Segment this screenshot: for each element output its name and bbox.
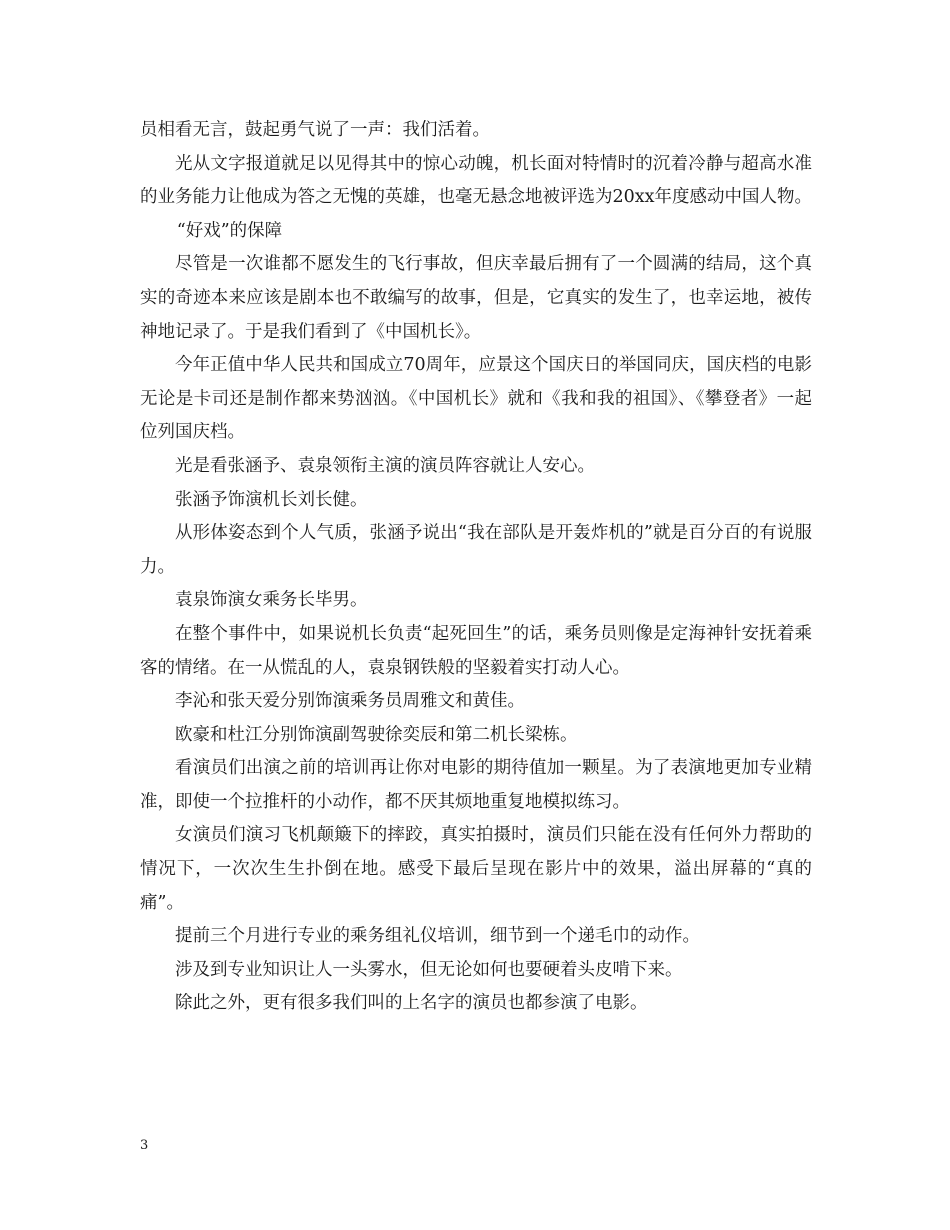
paragraph: 提前三个月进行专业的乘务组礼仪培训，细节到一个递毛巾的动作。: [175, 926, 700, 947]
paragraph: 涉及到专业知识让人一头雾水，但无论如何也要硬着头皮啃下来。: [175, 959, 683, 980]
paragraph: 光是看张涵予、袁泉领衔主演的演员阵容就让人安心。: [175, 455, 595, 476]
paragraph: 欧豪和杜江分别饰演副驾驶徐奕辰和第二机长梁栋。: [175, 724, 578, 745]
paragraph: 从形体姿态到个人气质，张涵予说出“我在部队是开轰炸机的”就是百分百的有说服力。: [140, 523, 812, 577]
paragraph: 看演员们出演之前的培训再让你对电影的期待值加一颗星。为了表演地更加专业精准，即使一个拉推杆的小动作，都不厌其烦地重复地模拟练习。: [140, 758, 812, 812]
paragraph: 在整个事件中，如果说机长负责“起死回生”的话，乘务员则像是定海神针安抚着乘客的情绪。在一从慌乱的人，袁泉钢铁般的坚毅着实打动人心。: [140, 623, 812, 678]
paragraph: 女演员们演习飞机颠簸下的摔跤，真实拍摄时，演员们只能在没有任何外力帮助的情况下，一次次生生扑倒在地。感受下最后呈现在影片中的效果，溢出屏幕的“真的痛”。: [140, 825, 812, 913]
document-body: [140, 114, 812, 1021]
paragraph-continuation: 员相看无言，鼓起勇气说了一声：我们活着。: [140, 120, 490, 140]
paragraph: 尽管是一次谁都不愿发生的飞行事故，但庆幸最后拥有了一个圆满的结局，这个真实的奇迹本来应该是剧本也不敢编写的故事，但是，它真实的发生了，也幸运地，被传神地记录了。于是我们看到了《中国机长》。: [140, 254, 812, 342]
paragraph: 袁泉饰演女乘务长毕男。: [175, 590, 368, 611]
paragraph: 除此之外，更有很多我们叫的上名字的演员也都参演了电影。: [175, 993, 648, 1014]
paragraph: 光从文字报道就足以见得其中的惊心动魄，机长面对特情时的沉着冷静与超高水准的业务能力让他成为答之无愧的英雄，也毫无悬念地被评选为20xx年度感动中国人物。: [140, 153, 813, 208]
paragraph: 李沁和张天爱分别饰演乘务员周雅文和黄佳。: [175, 691, 525, 712]
paragraph: 今年正值中华人民共和国成立70周年，应景这个国庆日的举国同庆，国庆档的电影无论是卡司还是制作都来势汹汹。《中国机长》就和《我和我的祖国》、《攀登者》一起位列国庆档。: [140, 355, 812, 443]
page-number: 3: [140, 1138, 149, 1153]
paragraph: 张涵予饰演机长刘长健。: [175, 489, 368, 510]
section-heading: “好戏”的保障: [176, 220, 283, 241]
